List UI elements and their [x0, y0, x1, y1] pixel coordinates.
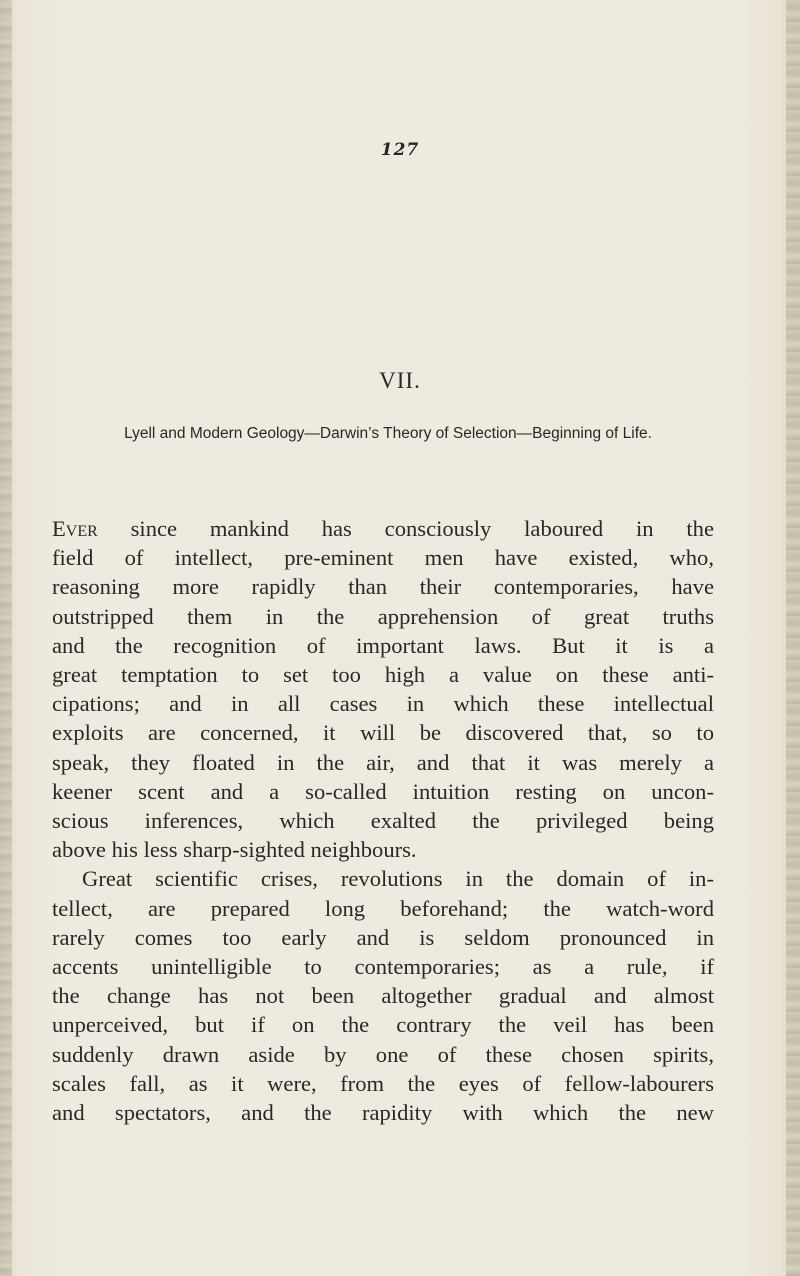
text-line: speak, they floated in the air, and that it was merely a	[52, 749, 714, 775]
body-text	[52, 514, 714, 1127]
page-right-edge	[786, 0, 800, 1276]
text-line: and spectators, and the rapidity with which the new	[52, 1100, 714, 1126]
line-text: since mankind has consciously laboured in the	[130, 516, 714, 541]
text-line: reasoning more rapidly than their contemporaries, have	[52, 574, 714, 600]
text-line: accents unintelligible to contemporaries; as a rule, if	[52, 954, 714, 980]
text-line: keener scent and a so-called intuition resting on uncon-	[52, 778, 714, 804]
chapter-number: VII.	[379, 368, 421, 393]
text-line: tellect, are prepared long beforehand; the watch-word	[52, 895, 714, 921]
text-line	[52, 514, 714, 543]
text-line: the change has not been altogether gradual and almost	[52, 983, 714, 1009]
lead-word: Ever	[52, 516, 98, 541]
paragraph-1	[52, 514, 714, 864]
text-line: scious inferences, which exalted the privileged being	[52, 808, 714, 834]
text-line: great temptation to set too high a value on these anti-	[52, 662, 714, 688]
text-line: above his less sharp-sighted neighbours.	[52, 837, 417, 863]
page-left-edge	[0, 0, 12, 1276]
text-line: outstripped them in the apprehension of great truths	[52, 603, 714, 629]
text-line: unperceived, but if on the contrary the veil has been	[52, 1012, 714, 1038]
text-line: Great scientific crises, revolutions in the domain of in-	[82, 866, 714, 892]
text-line: and the recognition of important laws. But it is a	[52, 632, 714, 658]
text-line: suddenly drawn aside by one of these chosen spirits,	[52, 1041, 714, 1067]
text-line: cipations; and in all cases in which these intellectual	[52, 691, 714, 717]
paragraph-2	[52, 864, 714, 1127]
page-number: 127	[380, 140, 420, 160]
text-line: exploits are concerned, it will be discovered that, so to	[52, 720, 714, 746]
chapter-summary: Lyell and Modern Geology—Darwin’s Theory of Selection—Beginning of Life.	[124, 425, 652, 442]
text-line: rarely comes too early and is seldom pronounced in	[52, 924, 714, 950]
text-line: field of intellect, pre-eminent men have existed, who,	[52, 545, 714, 571]
text-line: scales fall, as it were, from the eyes of fellow-labourers	[52, 1070, 714, 1096]
